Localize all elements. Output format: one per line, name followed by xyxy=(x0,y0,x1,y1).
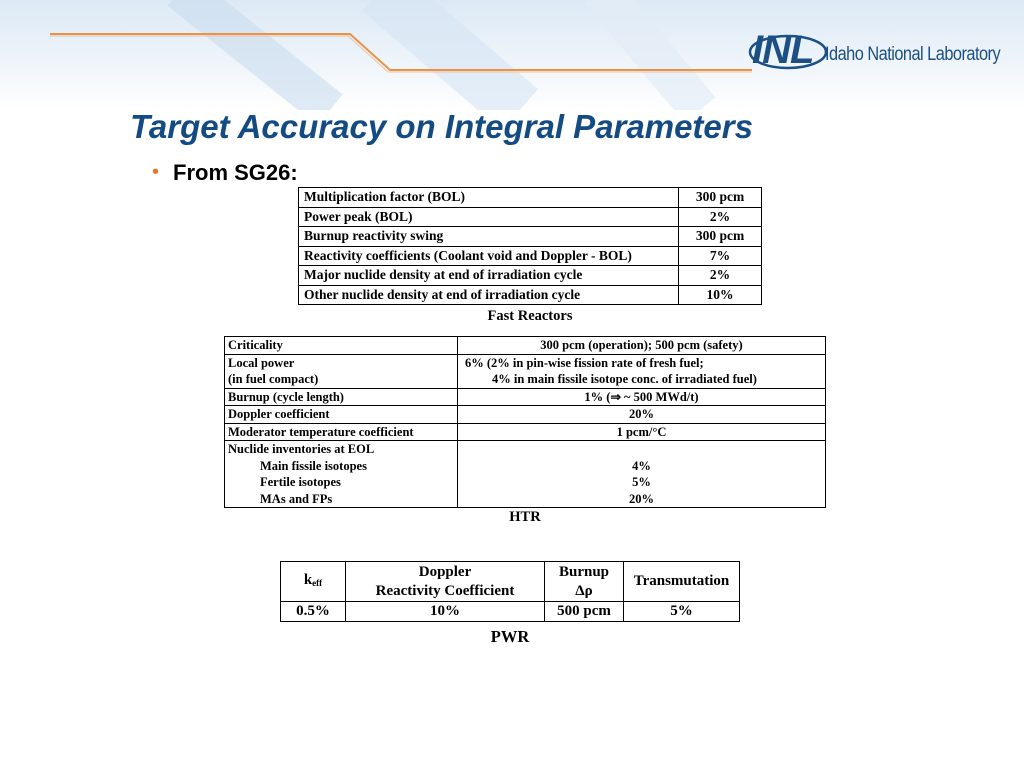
header-burnup-line2: Δρ xyxy=(575,582,593,599)
table-cell-param xyxy=(225,441,458,508)
table-cell-value: 10% xyxy=(679,285,762,305)
value-transmutation: 5% xyxy=(624,602,740,622)
table-row xyxy=(225,441,826,508)
table-cell-value xyxy=(458,354,826,388)
table-row xyxy=(299,207,762,227)
local-power-value-2: 4% in main fissile isotope conc. of irradiated fuel) xyxy=(492,372,757,386)
table-cell-param: Burnup (cycle length) xyxy=(225,388,458,406)
table-row xyxy=(299,266,762,286)
table-cell-value: 2% xyxy=(679,266,762,286)
table-cell-param: Power peak (BOL) xyxy=(299,207,679,227)
header-doppler-line2: Reactivity Coefficient xyxy=(375,582,515,599)
header-doppler-line1: Doppler xyxy=(418,563,472,580)
table-cell-value: 1% (⇒ ~ 500 MWd/t) xyxy=(458,388,826,406)
nuclide-item-name: Fertile isotopes xyxy=(260,475,341,489)
bullet-item xyxy=(152,160,298,186)
table-cell-param: Doppler coefficient xyxy=(225,406,458,424)
table-cell-value: 300 pcm xyxy=(679,188,762,208)
nuclide-item-value: 20% xyxy=(629,491,654,506)
table-cell-param: Burnup reactivity swing xyxy=(299,227,679,247)
nuclide-item-value: 5% xyxy=(632,475,651,489)
table-cell-value: 2% xyxy=(679,207,762,227)
table-header-row xyxy=(281,562,740,602)
table-cell-value: 300 pcm xyxy=(679,227,762,247)
header-doppler xyxy=(346,562,545,602)
header-burnup-line1: Burnup xyxy=(558,563,610,580)
table-row xyxy=(225,406,826,424)
bullet-dot-icon: • xyxy=(152,161,160,183)
value-burnup: 500 pcm xyxy=(545,602,624,622)
fast-reactors-table xyxy=(298,187,762,305)
pwr-table xyxy=(280,561,740,622)
local-power-sublabel: (in fuel compact) xyxy=(228,372,319,386)
table-cell-param: Reactivity coefficients (Coolant void and Doppler - BOL) xyxy=(299,246,679,266)
table-row xyxy=(281,602,740,622)
nuclide-item-name: Main fissile isotopes xyxy=(260,458,367,473)
bullet-text: From SG26: xyxy=(173,160,298,185)
nuclide-item-name: MAs and FPs xyxy=(260,491,333,506)
table-cell-param: Multiplication factor (BOL) xyxy=(299,188,679,208)
nuclide-label: Nuclide inventories at EOL xyxy=(228,442,375,456)
table-cell-param: Major nuclide density at end of irradiation cycle xyxy=(299,266,679,286)
fast-reactors-caption: Fast Reactors xyxy=(487,308,573,324)
table-row xyxy=(299,285,762,305)
table-cell-value: 20% xyxy=(458,406,826,424)
nuclide-item-value: 4% xyxy=(632,458,651,473)
table-row xyxy=(299,246,762,266)
table-cell-param: Other nuclide density at end of irradiation cycle xyxy=(299,285,679,305)
header-burnup xyxy=(545,562,624,602)
local-power-value-1: 6% (2% in pin-wise fission rate of fresh fuel; xyxy=(465,355,704,370)
table-cell-param xyxy=(225,354,458,388)
keff-symbol: k xyxy=(303,571,313,588)
table-cell-value: 300 pcm (operation); 500 pcm (safety) xyxy=(458,337,826,355)
table-cell-value: 1 pcm/°C xyxy=(458,423,826,441)
header-keff xyxy=(281,562,346,602)
table-row xyxy=(225,354,826,388)
table-row xyxy=(225,388,826,406)
table-cell-param: Criticality xyxy=(225,337,458,355)
table-cell-param: Moderator temperature coefficient xyxy=(225,423,458,441)
value-keff: 0.5% xyxy=(281,602,346,622)
table-row xyxy=(299,188,762,208)
pwr-caption: PWR xyxy=(490,627,530,646)
table-cell-value xyxy=(458,441,826,508)
logo-mark: INL xyxy=(752,28,814,72)
logo-name: Idaho National Laboratory xyxy=(825,44,1001,65)
header-transmutation: Transmutation xyxy=(624,562,740,602)
value-doppler: 10% xyxy=(346,602,545,622)
table-row xyxy=(225,337,826,355)
table-cell-value: 7% xyxy=(679,246,762,266)
page-title: Target Accuracy on Integral Parameters xyxy=(130,108,753,145)
local-power-label: Local power xyxy=(228,355,295,370)
table-row xyxy=(225,423,826,441)
keff-subscript: eff xyxy=(312,577,323,588)
slide-banner xyxy=(0,0,1024,110)
htr-table xyxy=(224,336,826,508)
htr-caption: HTR xyxy=(509,509,541,525)
table-row xyxy=(299,227,762,247)
